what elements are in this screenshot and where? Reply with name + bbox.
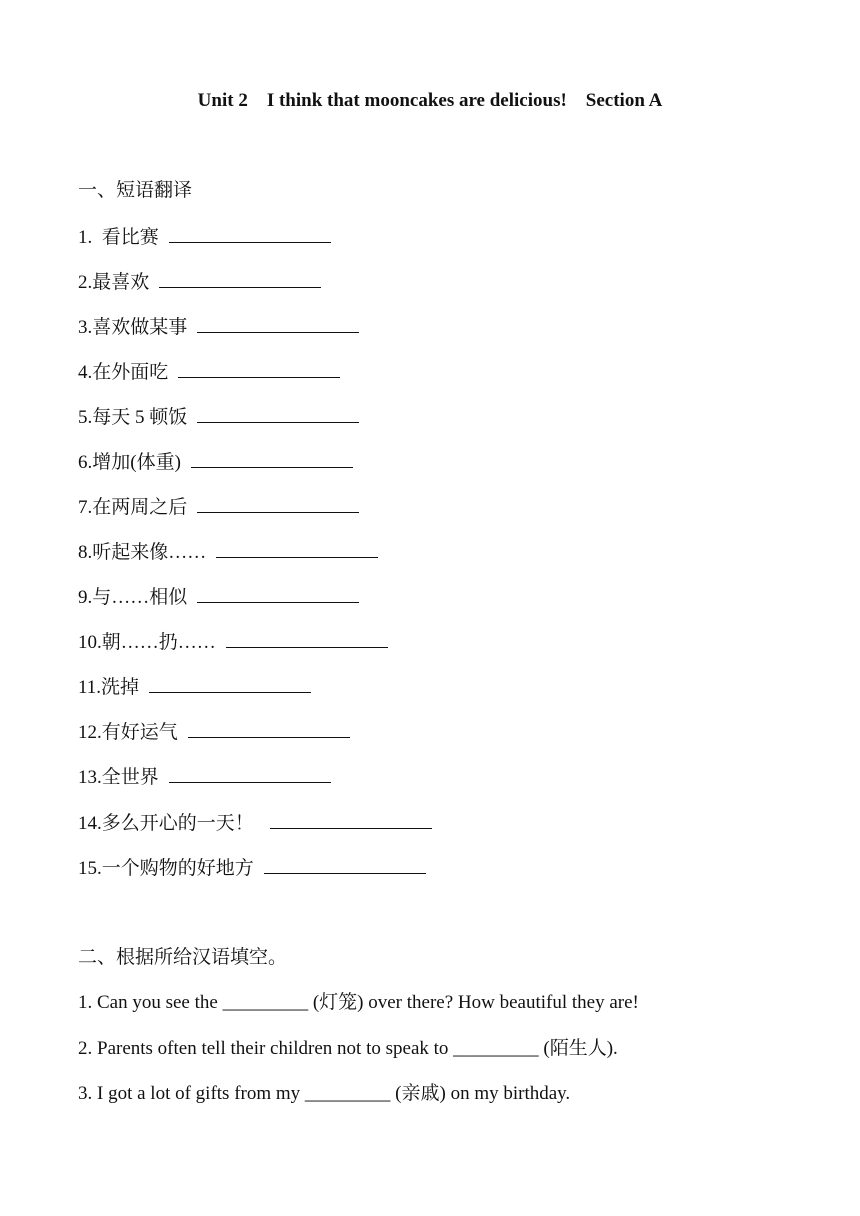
phrase-item — [78, 674, 311, 701]
fill-in-sentence: 1. Can you see the _________ (灯笼) over there? How beautiful they are! — [78, 992, 639, 1013]
phrase-item — [78, 764, 331, 791]
phrase-item — [78, 359, 340, 386]
answer-blank[interactable] — [264, 855, 426, 874]
fill-in-sentence: 2. Parents often tell their children not to speak to _________ (陌生人). — [78, 1038, 618, 1059]
phrase-item — [78, 719, 350, 746]
phrase-item — [78, 584, 359, 611]
phrase-item — [78, 539, 378, 566]
phrase-label: 3.喜欢做某事 — [78, 317, 188, 338]
section-heading-fill-in: 二、根据所给汉语填空。 — [78, 947, 288, 968]
answer-blank[interactable] — [169, 764, 331, 783]
answer-blank[interactable] — [169, 224, 331, 243]
answer-blank[interactable] — [178, 359, 340, 378]
fill-in-sentence: 3. I got a lot of gifts from my _________ (亲戚) on my birthday. — [78, 1083, 571, 1104]
phrase-label: 14.多么开心的一天！ — [78, 813, 254, 834]
phrase-label: 13.全世界 — [78, 767, 159, 788]
phrase-label: 4.在外面吃 — [78, 362, 169, 383]
phrase-label: 2.最喜欢 — [78, 272, 150, 293]
answer-blank[interactable] — [216, 539, 378, 558]
answer-blank[interactable] — [188, 719, 350, 738]
phrase-item — [78, 224, 331, 251]
answer-blank[interactable] — [197, 314, 359, 333]
answer-blank[interactable] — [191, 449, 353, 468]
answer-blank[interactable] — [270, 810, 432, 829]
phrase-label: 6.增加(体重) — [78, 452, 181, 473]
phrase-item — [78, 404, 359, 431]
section-heading-phrase-translation: 一、短语翻译 — [78, 180, 193, 201]
phrase-label: 5.每天 5 顿饭 — [78, 407, 188, 428]
phrase-item — [78, 855, 426, 882]
phrase-label: 15.一个购物的好地方 — [78, 858, 254, 879]
phrase-item — [78, 629, 388, 656]
phrase-item — [78, 810, 432, 837]
page-title: Unit 2 I think that mooncakes are delicious! Section A — [197, 90, 663, 111]
answer-blank[interactable] — [197, 404, 359, 423]
phrase-label: 11.洗掉 — [78, 677, 140, 698]
answer-blank[interactable] — [197, 494, 359, 513]
answer-blank[interactable] — [159, 269, 321, 288]
answer-blank[interactable] — [149, 674, 311, 693]
phrase-label: 9.与……相似 — [78, 587, 188, 608]
answer-blank[interactable] — [226, 629, 388, 648]
phrase-label: 7.在两周之后 — [78, 497, 188, 518]
phrase-item — [78, 494, 359, 521]
phrase-label: 10.朝……扔…… — [78, 632, 216, 653]
phrase-item — [78, 269, 321, 296]
phrase-label: 12.有好运气 — [78, 722, 178, 743]
answer-blank[interactable] — [197, 584, 359, 603]
phrase-item — [78, 449, 353, 476]
phrase-item — [78, 314, 359, 341]
phrase-label: 1. 看比赛 — [78, 227, 159, 248]
phrase-label: 8.听起来像…… — [78, 542, 207, 563]
